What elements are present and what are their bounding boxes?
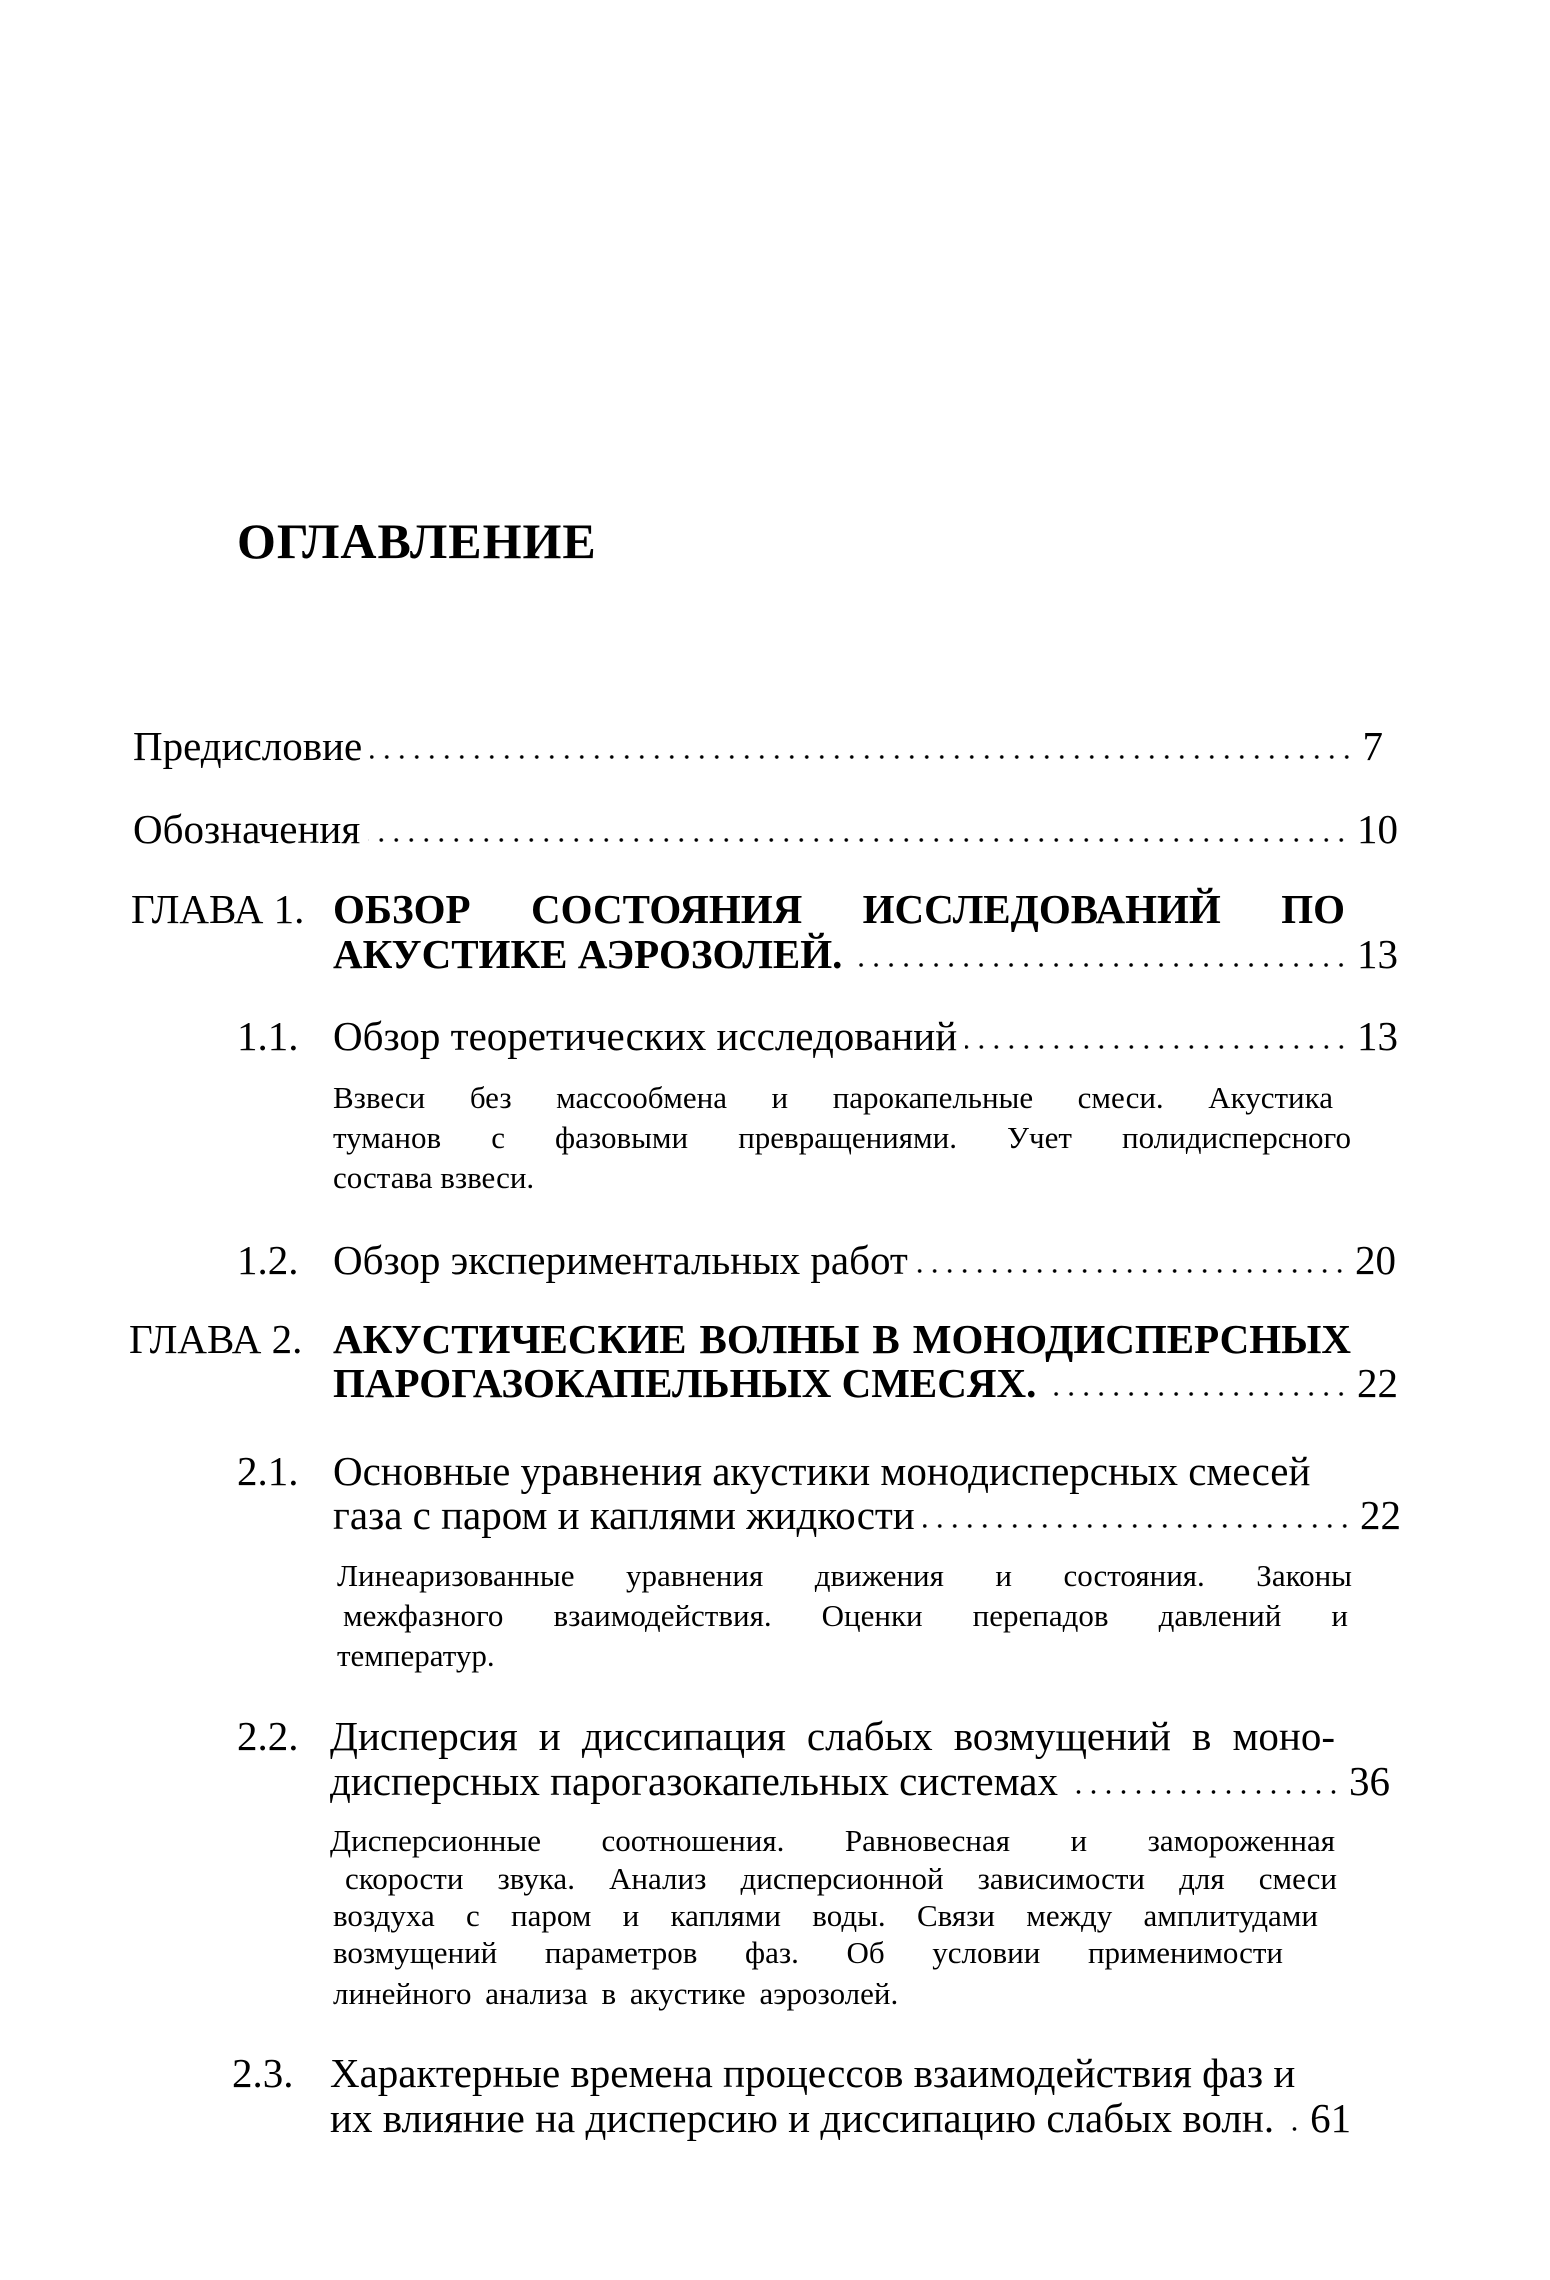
toc-entry-1-1[interactable] bbox=[333, 1012, 1398, 1060]
section-number: 1.1. bbox=[237, 1013, 299, 1059]
toc-entry-2-2[interactable] bbox=[330, 1757, 1390, 1805]
dot-leader bbox=[1066, 1789, 1341, 1795]
section-summary-line: возмущений параметров фаз. Об условии применимости bbox=[333, 1935, 1283, 1970]
section-summary-line: температур. bbox=[337, 1638, 495, 1673]
chapter-title-line[interactable]: ОБЗОР СОСТОЯНИЯ ИССЛЕДОВАНИЙ ПО bbox=[333, 886, 1345, 932]
chapter-label: ГЛАВА 1. bbox=[131, 886, 305, 932]
page-number: 22 bbox=[1360, 1492, 1401, 1538]
page-number: 13 bbox=[1357, 931, 1398, 977]
chapter-title-line: АКУСТИКЕ АЭРОЗОЛЕЙ. bbox=[333, 931, 843, 977]
entry-title: Предисловие bbox=[133, 723, 363, 769]
entry-title-line[interactable]: Основные уравнения акустики монодисперсных смесей bbox=[333, 1448, 1311, 1494]
chapter-title-line: ПАРОГАЗОКАПЕЛЬНЫХ СМЕСЯХ. bbox=[333, 1360, 1037, 1406]
dot-leader bbox=[916, 1268, 1347, 1274]
toc-entry-notation[interactable] bbox=[133, 805, 1398, 853]
entry-title-line: газа с паром и каплями жидкости bbox=[333, 1492, 915, 1538]
page-number: 36 bbox=[1349, 1758, 1390, 1804]
section-number: 2.3. bbox=[232, 2050, 294, 2096]
section-number: 2.1. bbox=[237, 1448, 299, 1494]
page-number: 61 bbox=[1310, 2095, 1352, 2141]
section-summary-line: Линеаризованные уравнения движения и состояния. Законы bbox=[337, 1558, 1352, 1593]
dot-leader bbox=[368, 837, 1349, 843]
dot-leader bbox=[1282, 2126, 1302, 2132]
dot-leader bbox=[370, 754, 1354, 760]
entry-title-line[interactable]: Характерные времена процессов взаимодействия фаз и bbox=[330, 2050, 1296, 2096]
dot-leader bbox=[850, 962, 1349, 968]
section-number: 2.2. bbox=[237, 1713, 299, 1759]
page-number: 22 bbox=[1357, 1360, 1398, 1406]
section-summary-line: скорости звука. Анализ дисперсионной зависимости для смеси bbox=[345, 1861, 1337, 1896]
page-number: 13 bbox=[1357, 1013, 1398, 1059]
section-summary-line: Дисперсионные соотношения. Равновесная и замороженная bbox=[330, 1823, 1335, 1858]
section-summary-line: туманов с фазовыми превращениями. Учет полидисперсного bbox=[333, 1120, 1351, 1155]
entry-title-line: их влияние на дисперсию и диссипацию слабых волн. bbox=[330, 2095, 1275, 2141]
dot-leader bbox=[965, 1044, 1349, 1050]
page-number: 10 bbox=[1357, 806, 1398, 852]
dot-leader bbox=[1044, 1391, 1349, 1397]
toc-entry-1-2[interactable] bbox=[333, 1236, 1396, 1284]
section-summary-line: состава взвеси. bbox=[333, 1160, 535, 1195]
section-summary-line: линейного анализа в акустике аэрозолей. bbox=[333, 1976, 899, 2011]
section-summary-line: Взвеси без массообмена и парокапельные смеси. Акустика bbox=[333, 1080, 1333, 1115]
chapter-title-line[interactable]: АКУСТИЧЕСКИЕ ВОЛНЫ В МОНОДИСПЕРСНЫХ bbox=[333, 1316, 1351, 1362]
entry-title-line: дисперсных парогазокапельных системах bbox=[330, 1758, 1058, 1804]
toc-entry-preface[interactable] bbox=[133, 722, 1383, 770]
page-number: 20 bbox=[1355, 1237, 1396, 1283]
entry-title-line[interactable]: Дисперсия и диссипация слабых возмущений в моно- bbox=[330, 1713, 1335, 1759]
page-title: ОГЛАВЛЕНИЕ bbox=[237, 513, 597, 569]
entry-title: Обзор экспериментальных работ bbox=[333, 1237, 908, 1283]
toc-entry-2-3[interactable] bbox=[330, 2094, 1386, 2142]
toc-entry-2-1[interactable] bbox=[333, 1491, 1401, 1539]
toc-entry-chapter-2[interactable] bbox=[333, 1359, 1398, 1407]
section-summary-line: межфазного взаимодействия. Оценки перепадов давлений и bbox=[343, 1598, 1348, 1633]
page-number: 7 bbox=[1362, 723, 1383, 769]
section-number: 1.2. bbox=[237, 1237, 299, 1283]
entry-title: Обзор теоретических исследований bbox=[333, 1013, 958, 1059]
dot-leader bbox=[923, 1523, 1352, 1529]
section-summary-line: воздуха с паром и каплями воды. Связи между амплитудами bbox=[333, 1898, 1318, 1933]
toc-entry-chapter-1[interactable] bbox=[333, 930, 1398, 978]
entry-title: Обозначения bbox=[133, 806, 361, 852]
chapter-label: ГЛАВА 2. bbox=[129, 1316, 303, 1362]
